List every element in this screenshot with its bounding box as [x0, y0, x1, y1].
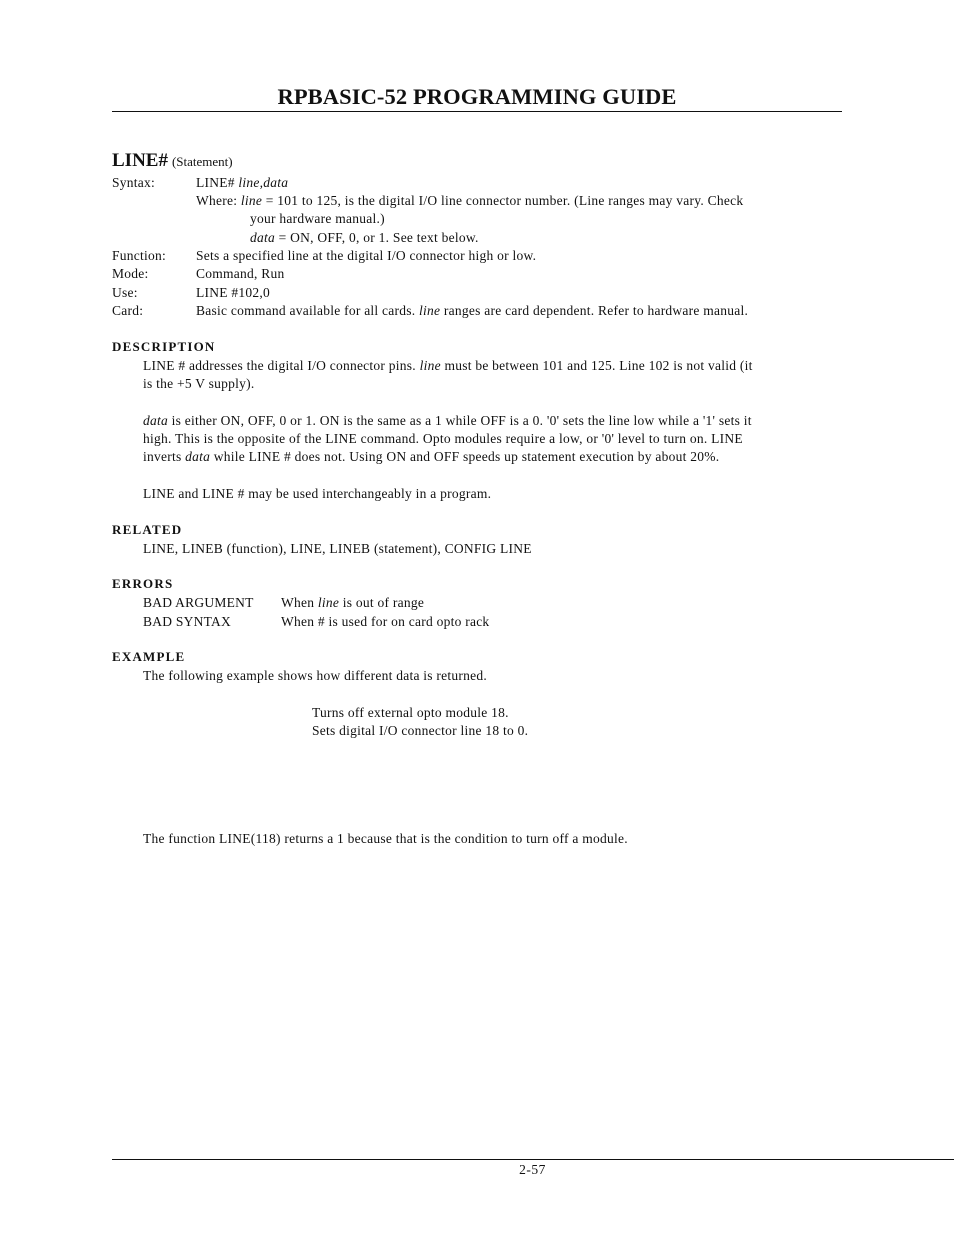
- error-desc: [281, 594, 424, 612]
- line-param: line: [240, 193, 263, 208]
- description-p2-a: is either ON, OFF, 0 or 1. ON is the same as a 1 while OFF is a 0. '0' sets the line low while a '1' sets it: [171, 413, 752, 428]
- syntax-args: line,data: [238, 175, 289, 190]
- page-title: RPBASIC-52 PROGRAMMING GUIDE: [277, 84, 677, 109]
- card-text-2: ranges are card dependent. Refer to hardware manual.: [443, 303, 749, 318]
- example-heading: EXAMPLE: [112, 649, 186, 664]
- card-label: Card:: [112, 303, 144, 318]
- data-param: data: [250, 230, 276, 245]
- function-label: Function:: [112, 248, 167, 263]
- related-text: LINE, LINEB (function), LINE, LINEB (statement), CONFIG LINE: [143, 541, 532, 556]
- use-label: Use:: [112, 285, 138, 300]
- description-p2-line3: [143, 448, 719, 466]
- example-comment: Sets digital I/O connector line 18 to 0.: [312, 723, 529, 738]
- mode-label: Mode:: [112, 266, 149, 281]
- card-text-1: Basic command available for all cards.: [196, 303, 416, 318]
- error-desc-a: When: [281, 595, 315, 610]
- example-intro: The following example shows how different data is returned.: [143, 668, 488, 683]
- data-param-line: [250, 229, 479, 247]
- command-type: (Statement): [171, 154, 233, 169]
- description-p1-line1: [143, 357, 753, 375]
- line-desc: = 101 to 125, is the digital I/O line connector number. (Line ranges may vary. Check: [265, 193, 744, 208]
- line-desc-cont: your hardware manual.): [250, 211, 385, 226]
- error-desc: When # is used for on card opto rack: [281, 614, 490, 629]
- description-p2-c-italic: data: [185, 449, 211, 464]
- description-p2-line2: high. This is the opposite of the LINE command. Opto modules require a low, or '0' level to turn on. LINE: [143, 431, 743, 446]
- card-text-italic: line: [419, 303, 441, 318]
- description-p2-c: inverts: [143, 449, 182, 464]
- description-p1-a: LINE # addresses the digital I/O connector pins.: [143, 358, 416, 373]
- example-closing: The function LINE(118) returns a 1 because that is the condition to turn off a module.: [143, 831, 628, 846]
- description-p1-line2: is the +5 V supply).: [143, 376, 255, 391]
- description-heading: DESCRIPTION: [112, 339, 216, 354]
- description-p1-italic: line: [419, 358, 441, 373]
- command-name: LINE#: [112, 150, 168, 171]
- related-heading: RELATED: [112, 522, 183, 537]
- command-heading: [112, 150, 233, 172]
- card-value: [196, 302, 748, 320]
- mode-value: Command, Run: [196, 266, 285, 281]
- function-value: Sets a specified line at the digital I/O connector high or low.: [196, 248, 537, 263]
- header-rule: [112, 111, 842, 112]
- footer-rule: [112, 1159, 954, 1160]
- description-p1-b: must be between 101 and 125. Line 102 is not valid (it: [444, 358, 753, 373]
- errors-heading: ERRORS: [112, 576, 174, 591]
- description-p3: LINE and LINE # may be used interchangeably in a program.: [143, 486, 492, 501]
- error-code: BAD SYNTAX: [143, 614, 232, 629]
- error-desc-b: is out of range: [342, 595, 425, 610]
- data-desc: = ON, OFF, 0, or 1. See text below.: [278, 230, 479, 245]
- description-p2-d: while LINE # does not. Using ON and OFF speeds up statement execution by about 20%.: [213, 449, 720, 464]
- where-label: Where:: [196, 193, 238, 208]
- description-p2-line1: [143, 412, 752, 430]
- error-desc-italic: line: [317, 595, 340, 610]
- page-number: 2-57: [519, 1162, 546, 1177]
- description-p2-italic: data: [143, 413, 169, 428]
- where-line: [196, 192, 743, 210]
- use-value: LINE #102,0: [196, 285, 270, 300]
- syntax-keyword: LINE#: [196, 175, 235, 190]
- error-code: BAD ARGUMENT: [143, 595, 254, 610]
- syntax-value: [196, 174, 288, 192]
- syntax-label: Syntax:: [112, 175, 156, 190]
- example-comment: Turns off external opto module 18.: [312, 705, 509, 720]
